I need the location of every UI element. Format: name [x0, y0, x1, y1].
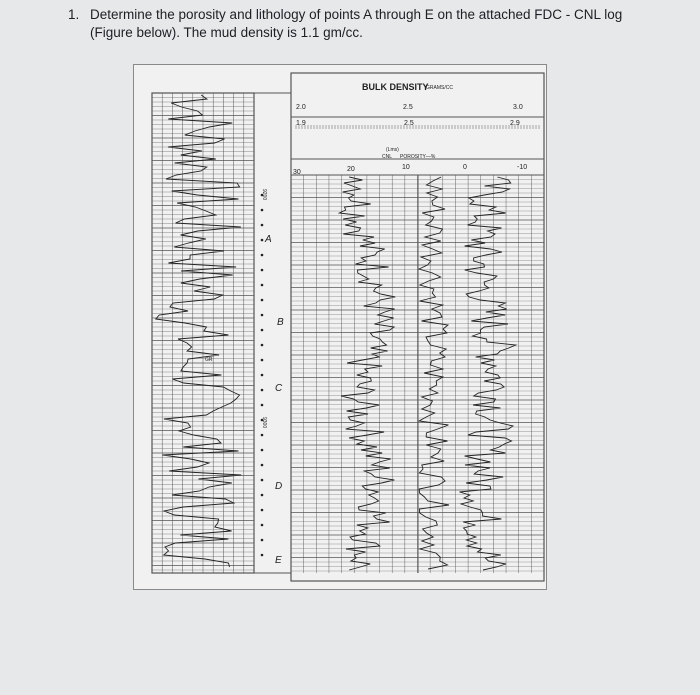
porosity-scale-10: 10: [402, 164, 410, 171]
depth-dot: [261, 554, 264, 557]
log-grid-graphic: [134, 65, 546, 589]
porosity-scale-30: 30: [293, 169, 301, 176]
density-scale-left: 2.0: [296, 104, 306, 111]
depth-dot: [261, 209, 264, 212]
porosity-scale-minus10: -10: [517, 164, 528, 171]
depth-dot: [261, 284, 264, 287]
depth-label-9300: 9300: [261, 417, 267, 429]
gr-label: GR: [205, 357, 213, 363]
depth-dot: [261, 509, 264, 512]
depth-dot: [261, 329, 264, 332]
point-label-b: B: [277, 317, 284, 328]
depth-dot: [261, 224, 264, 227]
point-label-d: D: [275, 481, 283, 492]
depth-dot: [261, 314, 264, 317]
density-scale2-mid: 2.5: [404, 120, 414, 127]
depth-dot: [261, 344, 264, 347]
bulk-density-title: BULK DENSITY: [362, 82, 429, 92]
cnl-label: CNL: [382, 154, 393, 160]
porosity-scale-0: 0: [463, 164, 467, 171]
question-block: [68, 6, 668, 42]
gamma-ray-trace: [156, 95, 241, 567]
density-scale-mid: 2.5: [403, 104, 413, 111]
depth-dot: [261, 449, 264, 452]
question-line-2: (Figure below). The mud density is 1.1 gm/cc.: [90, 25, 363, 40]
depth-dot: [261, 494, 264, 497]
porosity-scale-20: 20: [347, 166, 355, 173]
density-scale-right: 3.0: [513, 104, 523, 111]
depth-dot: [261, 299, 264, 302]
depth-dot: [261, 479, 264, 482]
depth-dot: [261, 464, 264, 467]
density-scale2-right: 2.9: [510, 120, 520, 127]
question-number: 1.: [68, 7, 80, 22]
point-label-a: A: [265, 234, 272, 245]
fdc-cnl-log-figure: [133, 64, 547, 590]
point-label-c: C: [275, 383, 283, 394]
density-trace: [339, 177, 395, 570]
lms-label: (Lms): [386, 147, 399, 153]
depth-dot: [261, 404, 264, 407]
depth-dot: [261, 434, 264, 437]
depth-dot: [261, 374, 264, 377]
depth-dot: [261, 269, 264, 272]
depth-column: [254, 93, 291, 573]
density-scale2-left: 1.9: [296, 120, 306, 127]
depth-label-9200: 9200: [261, 189, 267, 201]
depth-dot: [261, 239, 264, 242]
porosity-label: POROSITY—%: [400, 154, 436, 160]
depth-dot: [261, 539, 264, 542]
depth-dot: [261, 524, 264, 527]
point-label-e: E: [275, 555, 282, 566]
depth-dot: [261, 389, 264, 392]
depth-dot: [261, 359, 264, 362]
bulk-density-units: GRAMS/CC: [426, 85, 453, 91]
question-line-1: Determine the porosity and lithology of points A through E on the attached FDC - CNL log: [90, 7, 623, 22]
depth-dot: [261, 254, 264, 257]
